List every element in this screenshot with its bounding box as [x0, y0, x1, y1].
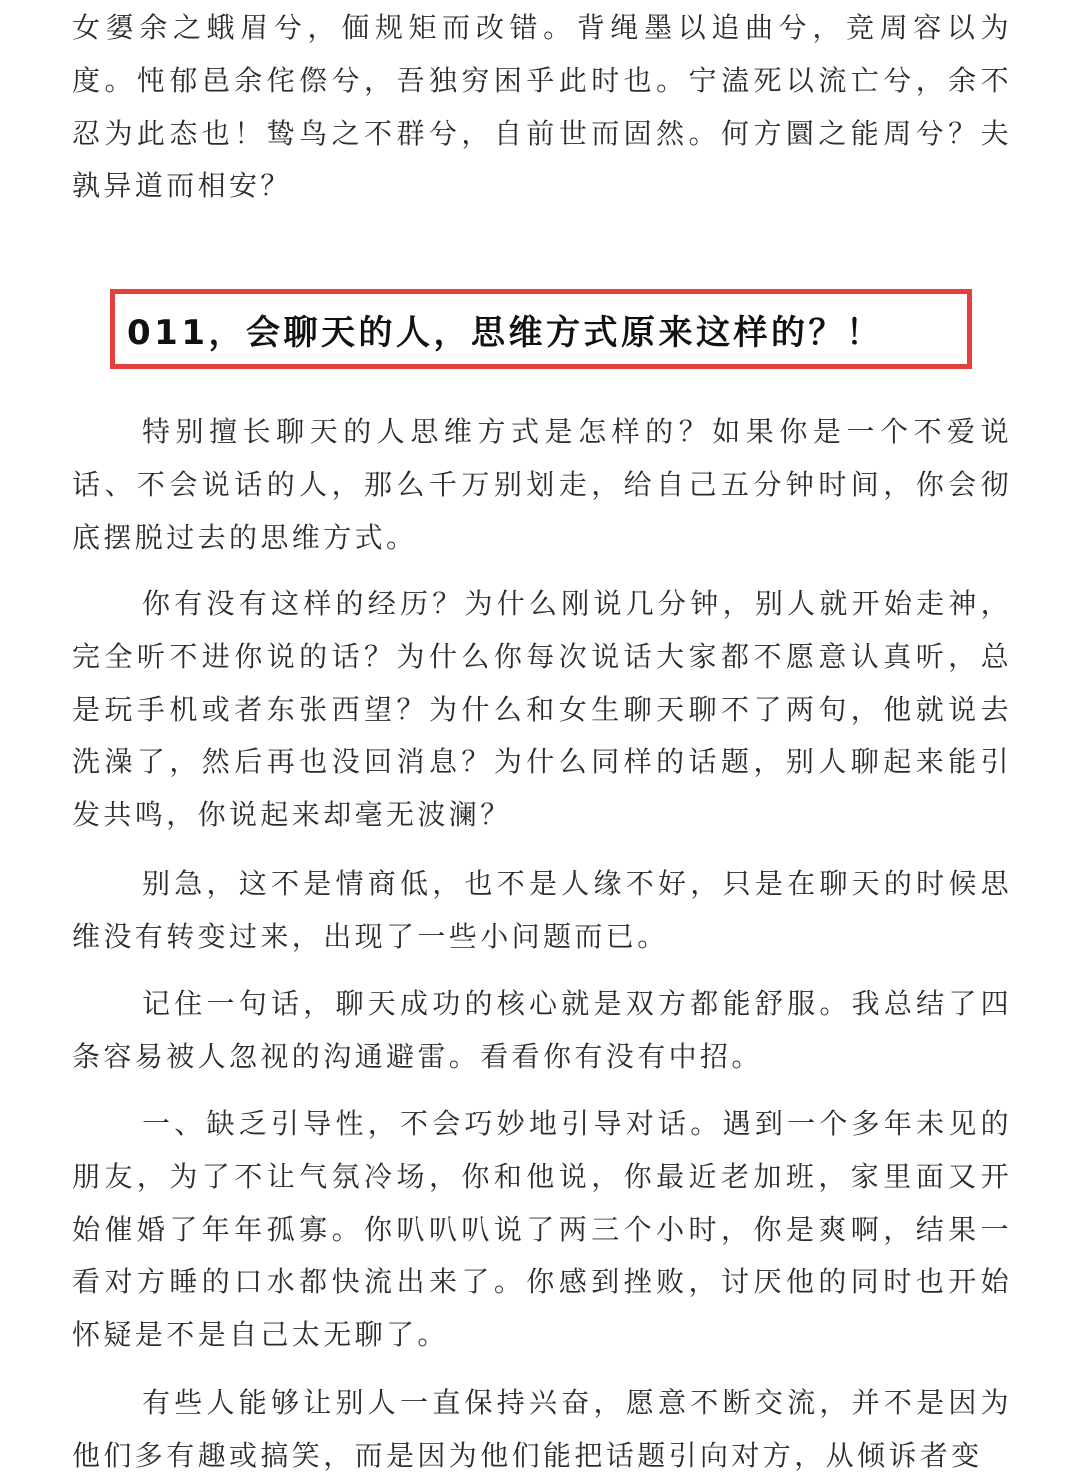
body-paragraph-1: 特别擅长聊天的人思维方式是怎样的？如果你是一个不爱说话、不会说话的人，那么千万别划走，给自己五分钟时间，你会彻底摆脱过去的思维方式。: [72, 415, 1012, 554]
body-paragraph-3: 别急，这不是情商低，也不是人缘不好，只是在聊天的时候思维没有转变过来，出现了一些小问题而已。: [72, 867, 1012, 953]
intro-paragraph: 女嬃余之蛾眉兮，偭规矩而改错。背绳墨以追曲兮，竞周容以为度。忳郁邑余侘傺兮，吾独穷困乎此时也。宁溘死以流亡兮，余不忍为此态也！鸷鸟之不群兮，自前世而固然。何方圜之能周兮？夫孰异道而相安？: [72, 11, 1012, 203]
section-title-box: [110, 289, 972, 369]
body-paragraph-2: 你有没有这样的经历？为什么刚说几分钟，别人就开始走神，完全听不进你说的话？为什么你每次说话大家都不愿意认真听，总是玩手机或者东张西望？为什么和女生聊天聊不了两句，他就说去洗澡了，然后再也没回消息？为什么同样的话题，别人聊起来能引发共鸣，你说起来却毫无波澜？: [72, 587, 1012, 832]
body-paragraph-6: 有些人能够让别人一直保持兴奋，愿意不断交流，并不是因为他们多有趣或搞笑，而是因为他们能把话题引向对方，从倾诉者变: [72, 1386, 1012, 1472]
body-paragraph-4: 记住一句话，聊天成功的核心就是双方都能舒服。我总结了四条容易被人忽视的沟通避雷。看看你有没有中招。: [72, 987, 1012, 1073]
section-title: 011，会聊天的人，思维方式原来这样的？！: [127, 312, 884, 353]
body-paragraph-5: 一、缺乏引导性，不会巧妙地引导对话。遇到一个多年未见的朋友，为了不让气氛冷场，你和他说，你最近老加班，家里面又开始催婚了年年孤寡。你叭叭叭说了两三个小时，你是爽啊，结果一看对方睡的口水都快流出来了。你感到挫败，讨厌他的同时也开始怀疑是不是自己太无聊了。: [72, 1107, 1012, 1352]
